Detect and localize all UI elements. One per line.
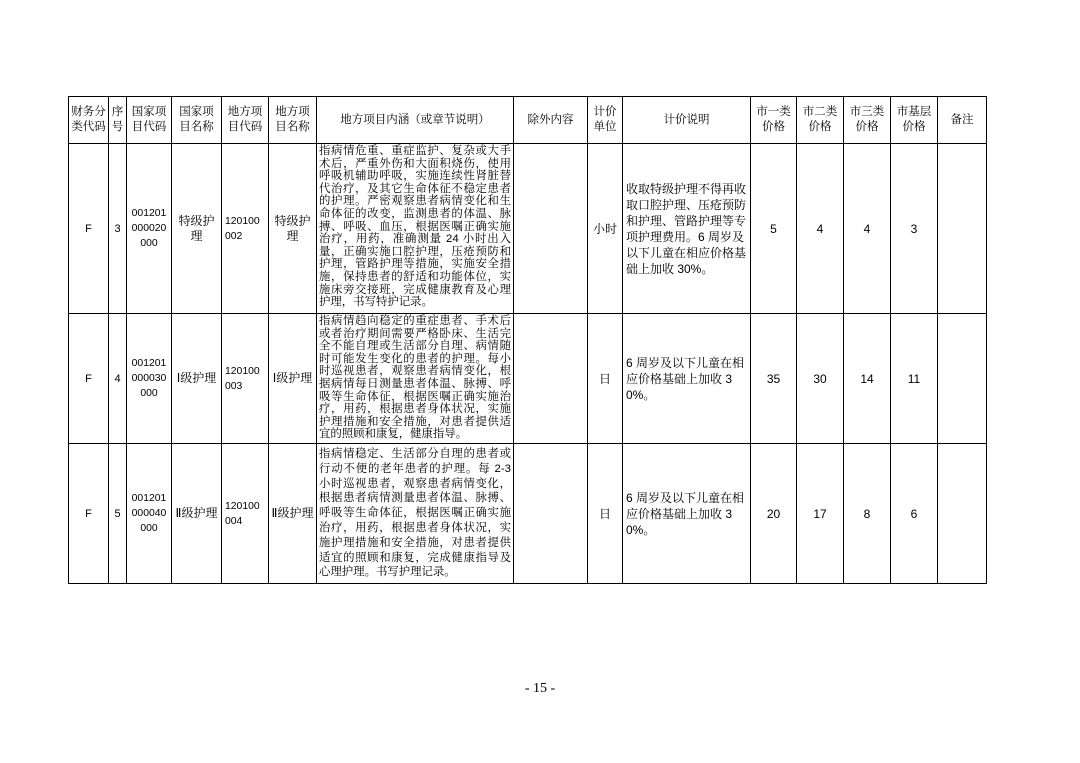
header-exclusions: 除外内容 <box>514 97 588 144</box>
cell-pricing-note: 收取特级护理不得再收取口腔护理、压疮预防和护理、管路护理等专项护理费用。6 周岁及以下儿童在相应价格基础上加收 30%。 <box>623 144 751 314</box>
cell-national-code: 001201000040000 <box>127 444 172 584</box>
header-price-city-3: 市三类价格 <box>844 97 891 144</box>
cell-unit: 日 <box>588 444 623 584</box>
cell-connotation: 指病情危重、重症监护、复杂或大手术后，严重外伤和大面积烧伤，使用呼吸机辅助呼吸，实施连续性肾脏替代治疗，及其它生命体征不稳定患者的护理。严密观察患者病情变化和生命体征的改变，监测患者的体温、脉搏、呼吸、血压，根据医嘱正确实施治疗，用药，准确测量 24 小时出入量，正确实施口腔护理，压疮预防和护理，管路护理等措施，实施安全措施，保持患者的舒适和功能体位，实施床旁交接班，完成健康教育及心理护理，书写特护记录。 <box>317 144 514 314</box>
header-national-code: 国家项目代码 <box>127 97 172 144</box>
table-row <box>69 314 987 444</box>
cell-exclusions <box>514 144 588 314</box>
header-price-grassroots: 市基层价格 <box>891 97 938 144</box>
cell-finance-code: F <box>69 314 109 444</box>
cell-local-code: 120100004 <box>222 444 269 584</box>
header-price-city-2: 市二类价格 <box>797 97 844 144</box>
cell-unit: 小时 <box>588 144 623 314</box>
header-pricing-note: 计价说明 <box>623 97 751 144</box>
cell-price-grassroots: 11 <box>891 314 938 444</box>
cell-local-name: Ⅰ级护理 <box>269 314 317 444</box>
cell-price-city-3: 4 <box>844 144 891 314</box>
cell-national-name: Ⅰ级护理 <box>172 314 222 444</box>
cell-price-city-1: 20 <box>751 444 797 584</box>
cell-price-grassroots: 6 <box>891 444 938 584</box>
cell-local-name: 特级护理 <box>269 144 317 314</box>
cell-remarks <box>938 314 987 444</box>
cell-price-city-1: 35 <box>751 314 797 444</box>
cell-seq: 5 <box>109 444 127 584</box>
cell-price-city-1: 5 <box>751 144 797 314</box>
cell-price-city-2: 17 <box>797 444 844 584</box>
cell-local-code: 120100002 <box>222 144 269 314</box>
cell-seq: 4 <box>109 314 127 444</box>
cell-remarks <box>938 144 987 314</box>
header-national-name: 国家项目名称 <box>172 97 222 144</box>
cell-national-code: 001201000030000 <box>127 314 172 444</box>
cell-price-city-2: 30 <box>797 314 844 444</box>
header-finance-code: 财务分类代码 <box>69 97 109 144</box>
cell-price-city-3: 14 <box>844 314 891 444</box>
header-local-name: 地方项目名称 <box>269 97 317 144</box>
table-header-row <box>69 97 987 144</box>
pricing-table <box>68 96 987 584</box>
table-row <box>69 444 987 584</box>
header-connotation: 地方项目内涵（或章节说明） <box>317 97 514 144</box>
header-local-code: 地方项目代码 <box>222 97 269 144</box>
cell-remarks <box>938 444 987 584</box>
cell-price-city-2: 4 <box>797 144 844 314</box>
cell-exclusions <box>514 314 588 444</box>
cell-finance-code: F <box>69 144 109 314</box>
cell-local-name: Ⅱ级护理 <box>269 444 317 584</box>
header-unit: 计价单位 <box>588 97 623 144</box>
cell-exclusions <box>514 444 588 584</box>
cell-national-name: 特级护理 <box>172 144 222 314</box>
header-seq: 序号 <box>109 97 127 144</box>
header-price-city-1: 市一类价格 <box>751 97 797 144</box>
cell-national-code: 001201000020000 <box>127 144 172 314</box>
cell-connotation: 指病情稳定、生活部分自理的患者或行动不便的老年患者的护理。每 2-3 小时巡视患者，观察患者病情变化，根据患者病情测量患者体温、脉搏、呼吸等生命体征，根据医嘱正确实施治疗，用药，根据患者身体状况，实施护理措施和安全措施，对患者提供适宜的照顾和康复，完成健康指导及心理护理。书写护理记录。 <box>317 444 514 584</box>
cell-price-city-3: 8 <box>844 444 891 584</box>
cell-local-code: 120100003 <box>222 314 269 444</box>
table-row <box>69 144 987 314</box>
cell-national-name: Ⅱ级护理 <box>172 444 222 584</box>
page-number: - 15 - <box>524 681 556 696</box>
cell-pricing-note: 6 周岁及以下儿童在相应价格基础上加收 30%。 <box>623 314 751 444</box>
cell-seq: 3 <box>109 144 127 314</box>
cell-pricing-note: 6 周岁及以下儿童在相应价格基础上加收 30%。 <box>623 444 751 584</box>
cell-connotation: 指病情趋向稳定的重症患者、手术后或者治疗期间需要严格卧床、生活完全不能自理或生活部分自理、病情随时可能发生变化的患者的护理。每小时巡视患者，观察患者病情变化，根据病情每日测量患者体温、脉搏、呼吸等生命体征，根据医嘱正确实施治疗，用药，根据患者身体状况，实施护理措施和安全措施，对患者提供适宜的照顾和康复，健康指导。 <box>317 314 514 444</box>
cell-finance-code: F <box>69 444 109 584</box>
cell-price-grassroots: 3 <box>891 144 938 314</box>
header-remarks: 备注 <box>938 97 987 144</box>
cell-unit: 日 <box>588 314 623 444</box>
